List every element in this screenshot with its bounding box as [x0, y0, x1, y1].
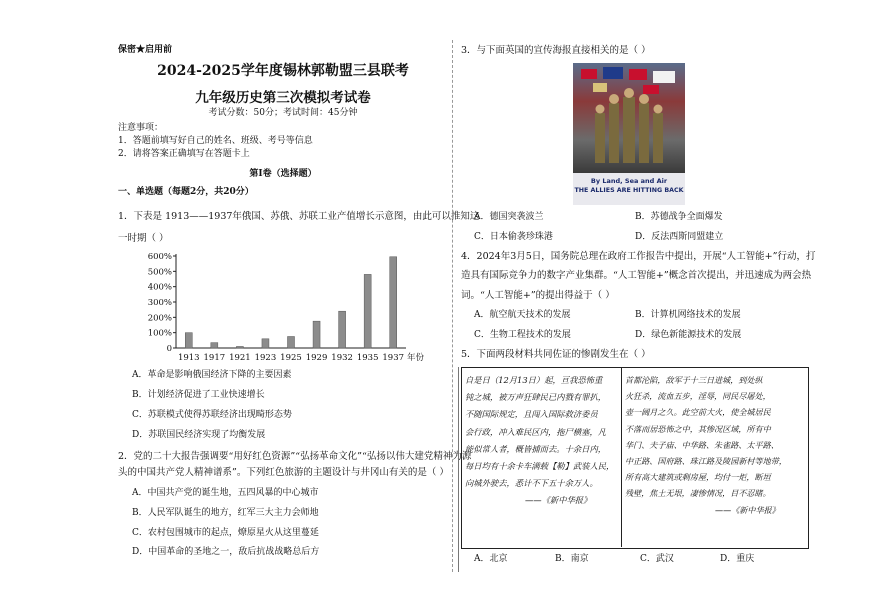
bar	[364, 274, 371, 348]
bar	[236, 346, 243, 348]
q5-option: D．重庆	[720, 554, 755, 564]
exam-subtitle: 九年级历史第三次模拟考试卷	[195, 90, 371, 106]
poster-caption: By Land, Sea and Air	[590, 177, 668, 185]
bar	[313, 321, 320, 348]
q1-bar-chart	[140, 250, 430, 365]
q4-option: B．计算机网络技术的发展	[635, 310, 741, 320]
material-right-source: ——《新中华报》	[715, 504, 780, 515]
bar	[339, 311, 346, 348]
q1-option: D．苏联国民经济实现了均衡发展	[132, 430, 266, 440]
note-item: 1．答题前填写好自己的姓名、班级、考号等信息	[118, 136, 313, 146]
q1-stem: 1．下表是 1913——1937年俄国、苏俄、苏联工业产值增长示意图，由此可以推知这	[118, 211, 480, 222]
q3-option: D．反法西斯同盟建立	[635, 232, 724, 242]
x-tick-label: 1925	[280, 353, 302, 363]
part-heading: 一、单选题（每题2分，共20分）	[118, 187, 254, 197]
q5-stem: 5．下面两段材料共同佐证的惨剧发生在（ ）	[461, 349, 651, 360]
poster-caption: THE ALLIES ARE HITTING BACK	[574, 187, 684, 194]
q5-option: C．武汉	[640, 554, 674, 564]
q1-option: A．革命是影响俄国经济下降的主要因素	[132, 370, 292, 380]
bar	[390, 257, 397, 348]
q3-option: C．日本偷袭珍珠港	[474, 232, 553, 242]
q4-option: C．生物工程技术的发展	[474, 330, 571, 340]
note-item: 2．请将答案正确填写在答题卡上	[118, 149, 250, 159]
x-tick-label: 1913	[177, 353, 200, 363]
x-tick-label: 1923	[254, 353, 277, 363]
x-tick-label: 1937	[382, 353, 405, 363]
q3-stem: 3．与下面英国的宣传海报直接相关的是（ ）	[461, 45, 651, 56]
q2-stem: 2．党的二十大报告强调要“用好红色资源”“弘扬革命文化”“弘扬以伟大建党精神为源	[118, 451, 472, 462]
bar	[288, 337, 295, 349]
q4-stem: 造具有国际竞争力的数字产业集群。“人工智能+”概念首次提出，并迅速成为两会热	[461, 270, 812, 281]
q2-option: B．人民军队诞生的地方，红军三大主力会师地	[132, 508, 319, 518]
q1-option: C．苏联模式使得苏联经济出现畸形态势	[132, 410, 292, 420]
q5-option: B．南京	[555, 554, 589, 564]
allies-poster-image	[573, 63, 685, 205]
soldiers-figure	[573, 63, 685, 173]
x-tick-label: 1921	[229, 353, 251, 363]
q4-option: D．绿色新能源技术的发展	[635, 330, 742, 340]
bar	[211, 343, 218, 348]
y-tick-label: 0	[166, 344, 172, 354]
q5-option: A．北京	[474, 554, 508, 564]
q3-option: B．苏德战争全面爆发	[635, 212, 723, 222]
x-unit-label: 年份	[407, 353, 425, 363]
q2-option: A．中国共产党的诞生地，五四风暴的中心城市	[132, 488, 319, 498]
q1-stem: 一时期（ ）	[118, 233, 169, 244]
exam-info: 考试分数：50分；考试时间：45分钟	[208, 108, 358, 118]
x-tick-label: 1935	[356, 353, 379, 363]
x-tick-label: 1932	[331, 353, 353, 363]
q3-option: A．德国突袭波兰	[474, 212, 544, 222]
material-box-divider	[621, 367, 622, 547]
exam-title: 2024-2025学年度锡林郭勒盟三县联考	[157, 63, 409, 79]
y-tick-label: 200%	[147, 313, 172, 324]
y-tick-label: 400%	[147, 282, 172, 293]
q2-stem: 头的中国共产党人精神谱系”。下列红色旅游的主题设计与井冈山有关的是（ ）	[118, 467, 449, 478]
secret-label: 保密★启用前	[118, 45, 173, 55]
x-tick-label: 1929	[305, 353, 328, 363]
column-divider	[452, 40, 454, 572]
q1-option: B．计划经济促进了工业快速增长	[132, 390, 265, 400]
x-tick-label: 1917	[203, 353, 226, 363]
q2-option: D．中国革命的圣地之一，敌后抗战战略总后方	[132, 547, 320, 557]
notes-heading: 注意事项：	[118, 123, 164, 133]
q4-stem: 4．2024年3月5日，国务院总理在政府工作报告中提出，开展“人工智能+”行动，打	[461, 251, 816, 262]
material-right: 首都沦陷，敌军于十三日进城，到处纵 火狂杀，流血五步，淫辱，同民尽屠处， 壶一阔月之久。此空前大火，使全城居民 不落而居恐怖之中，其惨况区域，所有中 华门、夫子庙、中华路、朱雀路、太平路、 中正路、国府路、珠江路及陵园新村等地带， 所有高大建筑或剩房屋，均付一炬，断垣 残壁，焦土无垠，凄惨情况，目不忍睹。 ——《新中华报》	[625, 372, 787, 518]
material-left-source: ——《新中华报》	[525, 495, 592, 506]
volume-heading: 第I卷（选择题）	[249, 169, 317, 179]
q4-stem: 词。“人工智能+”的提出得益于（ ）	[461, 290, 615, 301]
material-left: 自是日（12月13日）起，亘我恐怖重 钝之城，被万声狂肆民已内戮有罪扒， 不随国际规定，且闯入国际救济委员 会行政，冲入难民区内，拖尸横塞，凡 能似常人者，概皆捕而去。十余日内， 每日均有十余卡车满载【勒】武装人民， 向城外驶去，悉计不下五十余万人。 ——《新中华报》	[465, 372, 614, 510]
bar	[185, 333, 192, 348]
y-tick-label: 300%	[147, 298, 172, 308]
y-tick-label: 600%	[147, 252, 172, 262]
y-tick-label: 100%	[147, 328, 172, 339]
material-frame-line	[458, 367, 459, 572]
q2-option: C．农村包围城市的起点，燎原星火从这里蔓延	[132, 528, 319, 538]
y-tick-label: 500%	[147, 267, 172, 278]
q4-option: A．航空航天技术的发展	[474, 310, 571, 320]
bar	[262, 339, 269, 348]
